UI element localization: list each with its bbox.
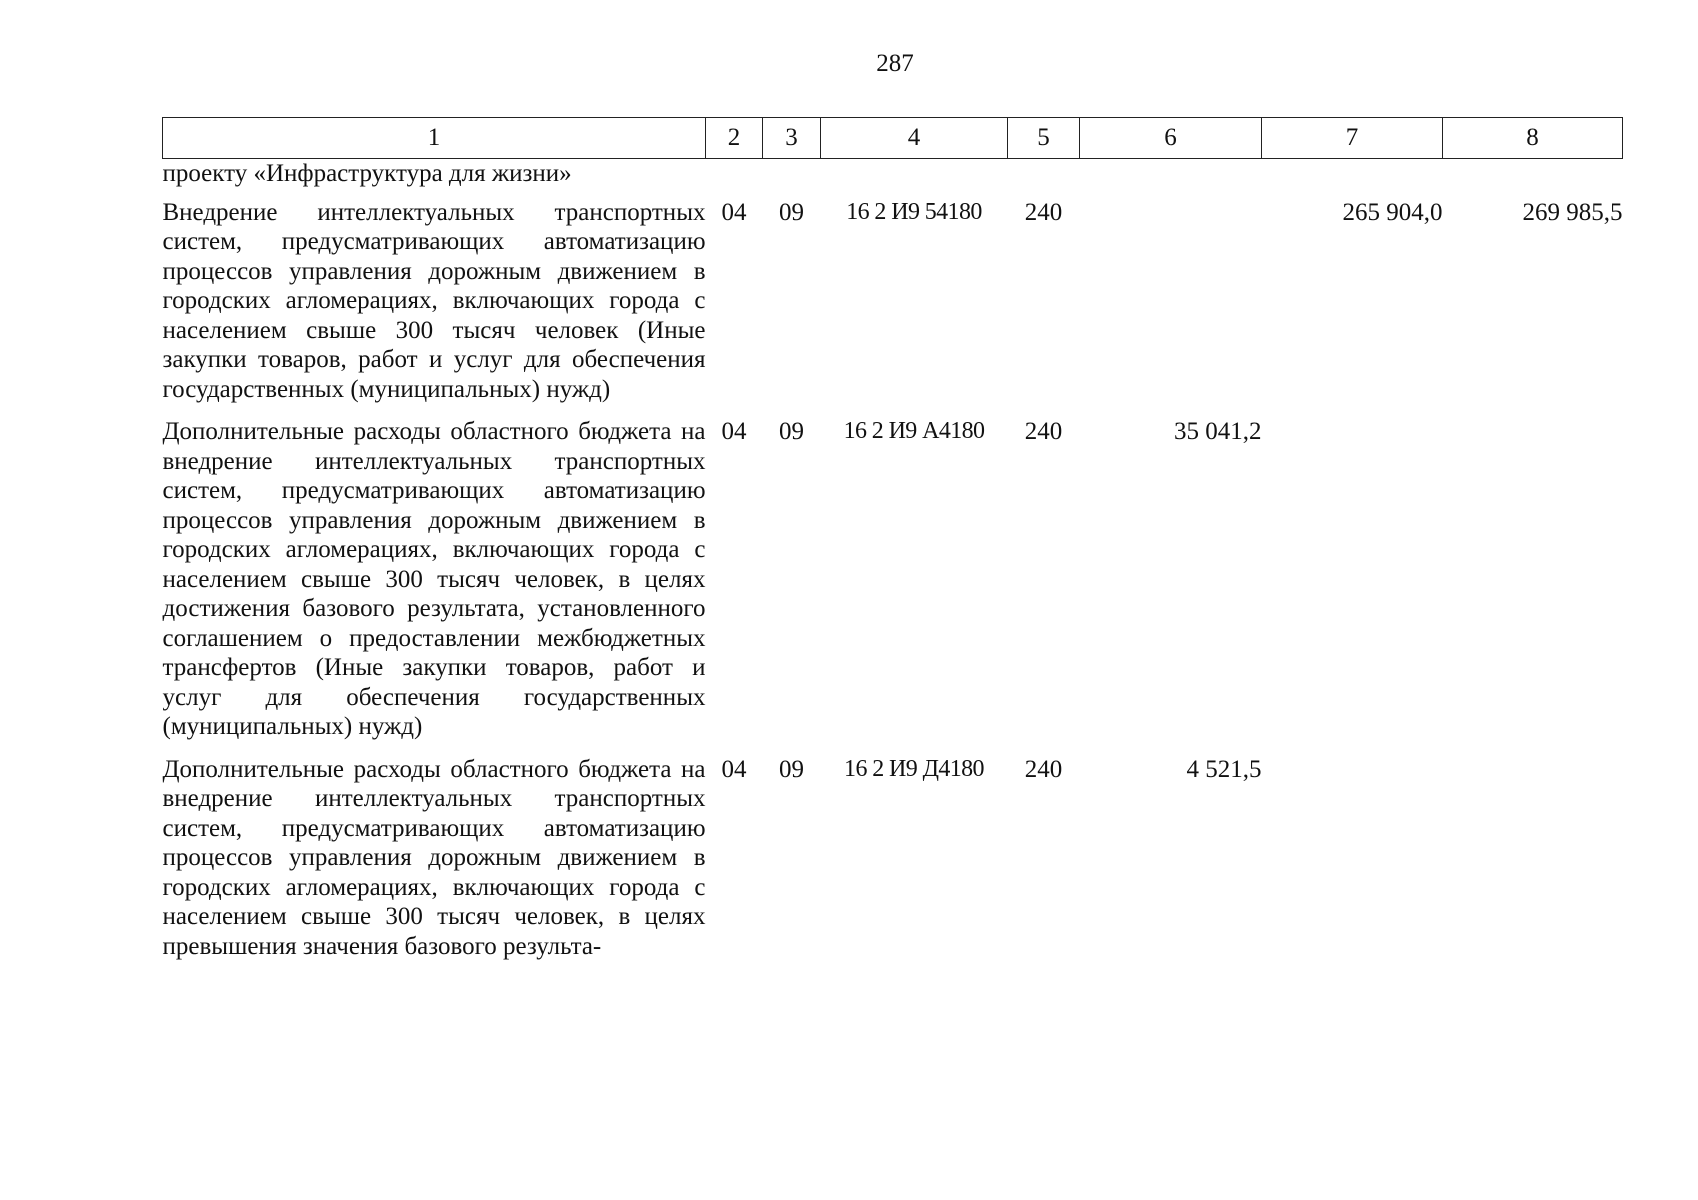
row-amount-col6: 35 041,2 bbox=[1174, 418, 1262, 445]
row-amount-col7 bbox=[1262, 408, 1443, 746]
row-description: Дополнительные расходы областного бюджета на внедрение интеллектуальных транспортных систем, предусматривающих автоматизацию процессов управления дорожным движением в городских агломерациях, включающих города с населением свыше 300 тысяч человек, в целях превышения значения базового результа- bbox=[162, 755, 706, 960]
row-subsection-code: 09 bbox=[779, 198, 804, 226]
row-expense-type-code: 240 bbox=[1024, 755, 1063, 783]
column-header-6: 6 bbox=[1080, 118, 1262, 159]
column-header-8: 8 bbox=[1443, 118, 1623, 159]
table-row bbox=[163, 746, 1623, 966]
row-target-article-code: 16 2 И9 А4180 bbox=[843, 418, 985, 444]
row-section-code: 04 bbox=[721, 418, 747, 445]
row-subsection-code: 09 bbox=[779, 418, 804, 445]
row-amount-col7 bbox=[1262, 746, 1443, 966]
table-row bbox=[163, 189, 1623, 409]
row-subsection-code: 09 bbox=[779, 755, 804, 783]
column-header-1: 1 bbox=[163, 118, 706, 159]
row-amount-col8 bbox=[1443, 746, 1623, 966]
row-expense-type-code: 240 bbox=[1024, 418, 1063, 445]
row-expense-type-code: 240 bbox=[1024, 198, 1063, 226]
row-section-code: 04 bbox=[721, 755, 747, 783]
row-section-code: 04 bbox=[721, 198, 747, 226]
table-row bbox=[163, 408, 1623, 746]
row-amount-col8 bbox=[1443, 408, 1623, 746]
column-header-4: 4 bbox=[821, 118, 1008, 159]
table-header-row bbox=[163, 118, 1623, 159]
row-amount-col8: 269 985,5 bbox=[1522, 198, 1623, 226]
row-amount-col7: 265 904,0 bbox=[1342, 198, 1443, 226]
row-amount-col6: 4 521,5 bbox=[1186, 755, 1262, 783]
row-target-article-code: 16 2 И9 54180 bbox=[846, 198, 982, 225]
table-row-continuation bbox=[163, 159, 1623, 189]
row-description: Дополнительные расходы областного бюджета на внедрение интеллектуальных транспортных систем, предусматривающих автоматизацию процессов управления дорожным движением в городских агломерациях, включающих города с населением свыше 300 тысяч человек, в целях достижения базового результата, установленного соглашением о предоставлении межбюджетных трансфертов (Иные закупки товаров, работ и услуг для обеспечения государственных (муниципальных) нужд) bbox=[162, 418, 706, 740]
row-amount-col6 bbox=[1080, 189, 1262, 409]
column-header-5: 5 bbox=[1008, 118, 1080, 159]
continuation-text: проекту «Инфраструктура для жизни» bbox=[162, 160, 572, 187]
row-target-article-code: 16 2 И9 Д4180 bbox=[844, 755, 984, 782]
budget-table bbox=[162, 117, 1623, 965]
column-header-3: 3 bbox=[763, 118, 821, 159]
page-number: 287 bbox=[876, 50, 914, 77]
column-header-7: 7 bbox=[1262, 118, 1443, 159]
row-description: Внедрение интеллектуальных транспортных систем, предусматривающих автоматизацию процессов управления дорожным движением в городских агломерациях, включающих города с населением свыше 300 тысяч человек (Иные закупки товаров, работ и услуг для обеспечения государственных (муниципальных) нужд) bbox=[162, 198, 706, 403]
column-header-2: 2 bbox=[706, 118, 763, 159]
